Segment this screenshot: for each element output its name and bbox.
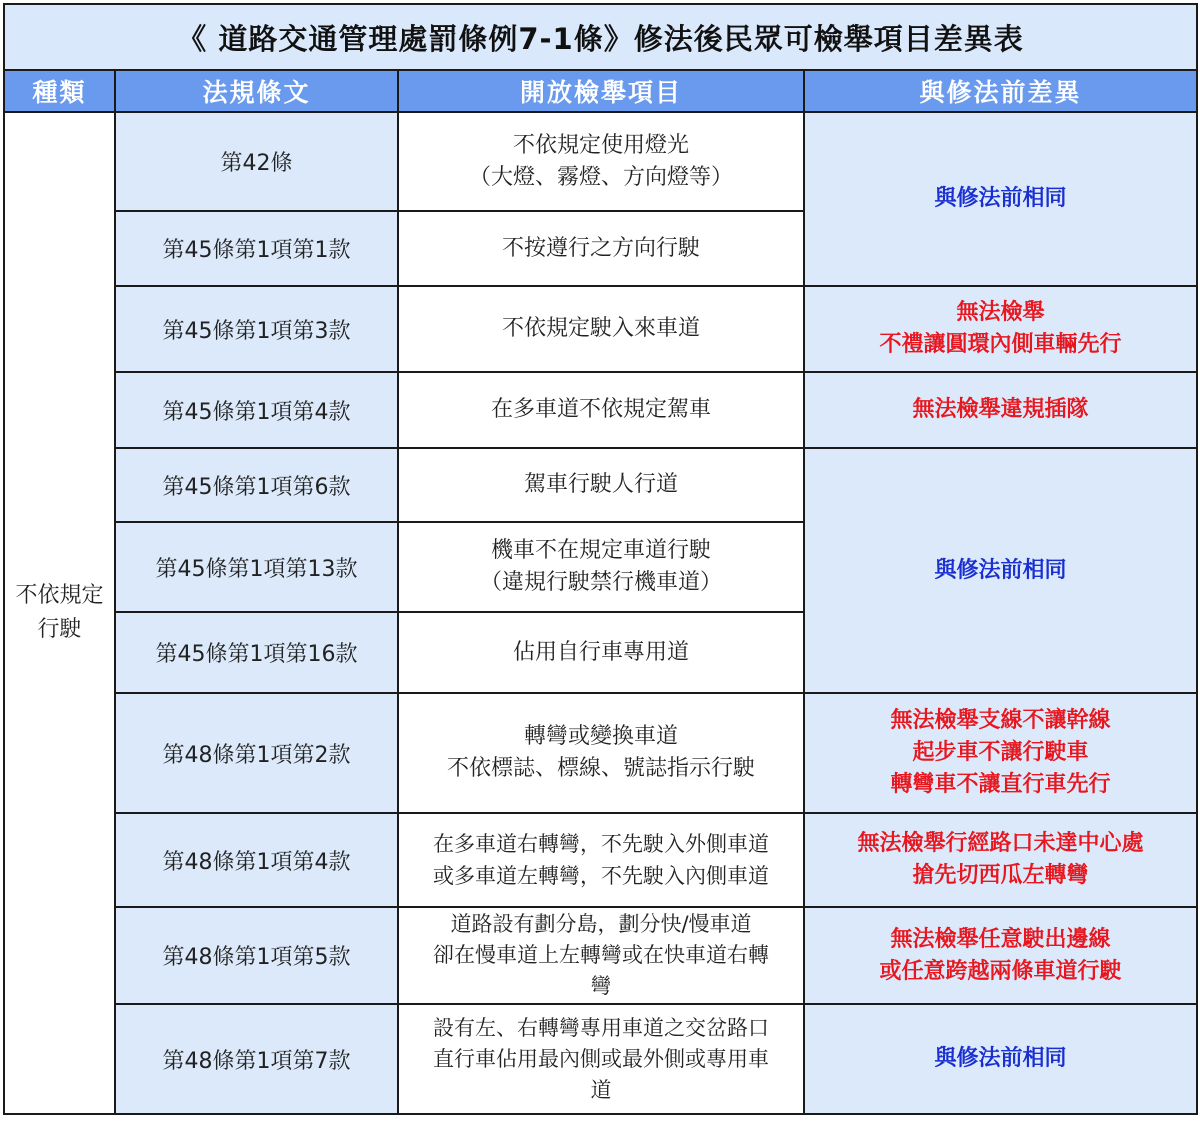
law-cell: 第45條第1項第4款 [115, 372, 398, 448]
diff-cell-changed [804, 286, 1197, 372]
comparison-table-container [3, 3, 1196, 1115]
table-row [4, 286, 1197, 372]
table-row [4, 112, 1197, 211]
law-cell: 第45條第1項第13款 [115, 522, 398, 612]
table-row [4, 907, 1197, 1004]
law-cell: 第42條 [115, 112, 398, 211]
item-cell [398, 372, 804, 448]
table-row [4, 1004, 1197, 1114]
header-item: 開放檢舉項目 [398, 70, 804, 112]
item-line: 彎 [590, 974, 612, 998]
item-line: 在多車道右轉彎，不先駛入外側車道 [433, 832, 769, 856]
diff-line: 轉彎車不讓直行車先行 [890, 772, 1111, 797]
table-row [4, 813, 1197, 907]
diff-cell-same [804, 112, 1197, 286]
item-cell [398, 112, 804, 211]
diff-line: 與修法前相同 [934, 186, 1067, 211]
header-row [4, 70, 1197, 112]
item-line: 卻在慢車道上左轉彎或在快車道右轉 [433, 943, 769, 967]
diff-cell-changed [804, 693, 1197, 813]
header-diff: 與修法前差異 [804, 70, 1197, 112]
item-line: 或多車道左轉彎，不先駛入內側車道 [433, 864, 769, 888]
comparison-table [3, 3, 1198, 1115]
item-line: 駕車行駛人行道 [523, 472, 678, 497]
item-cell [398, 522, 804, 612]
item-cell [398, 211, 804, 286]
item-cell [398, 1004, 804, 1114]
item-cell [398, 612, 804, 693]
diff-line: 無法檢舉 [956, 300, 1045, 325]
item-line: 道路設有劃分島，劃分快/慢車道 [450, 912, 752, 936]
diff-cell-changed [804, 372, 1197, 448]
item-line: 不按遵行之方向行駛 [501, 235, 700, 261]
item-line: 設有左、右轉彎專用車道之交岔路口 [433, 1015, 769, 1040]
law-cell: 第48條第1項第7款 [115, 1004, 398, 1114]
header-category: 種類 [4, 70, 115, 112]
category-line: 不依規定 [15, 583, 104, 608]
table-row [4, 448, 1197, 522]
diff-line: 不禮讓圓環內側車輛先行 [879, 332, 1122, 357]
law-cell: 第45條第1項第6款 [115, 448, 398, 522]
item-line: 機車不在規定車道行駛 [490, 538, 711, 563]
item-line: 佔用自行車專用道 [512, 639, 689, 665]
header-law: 法規條文 [115, 70, 398, 112]
diff-cell-same [804, 1004, 1197, 1114]
item-cell [398, 448, 804, 522]
diff-line: 搶先切西瓜左轉彎 [912, 863, 1089, 888]
item-cell [398, 813, 804, 907]
item-line: （大燈、霧燈、方向燈等） [468, 164, 733, 190]
diff-line: 起步車不讓行駛車 [912, 740, 1089, 765]
table-row [4, 693, 1197, 813]
item-line: 不依標誌、標線、號誌指示行駛 [446, 756, 755, 781]
law-cell: 第48條第1項第5款 [115, 907, 398, 1004]
table-title: 《 道路交通管理處罰條例7-1條》修法後民眾可檢舉項目差異表 [4, 4, 1197, 70]
diff-cell-changed [804, 813, 1197, 907]
diff-line: 無法檢舉行經路口未達中心處 [857, 831, 1144, 856]
item-line: 直行車佔用最內側或最外側或專用車 [433, 1046, 769, 1071]
item-cell [398, 907, 804, 1004]
law-cell: 第48條第1項第4款 [115, 813, 398, 907]
item-line: （違規行駛禁行機車道） [479, 570, 722, 595]
category-cell [4, 112, 115, 1114]
law-cell: 第45條第1項第16款 [115, 612, 398, 693]
diff-line: 無法檢舉支線不讓幹線 [890, 708, 1111, 733]
diff-line: 與修法前相同 [934, 557, 1067, 583]
item-cell [398, 286, 804, 372]
diff-line: 無法檢舉違規插隊 [912, 397, 1089, 422]
item-line: 轉彎或變換車道 [523, 724, 678, 749]
diff-cell-changed [804, 907, 1197, 1004]
table-row [4, 372, 1197, 448]
diff-line: 無法檢舉任意駛出邊線 [890, 926, 1111, 952]
diff-line: 與修法前相同 [934, 1046, 1067, 1071]
law-cell: 第45條第1項第3款 [115, 286, 398, 372]
item-line: 道 [590, 1077, 612, 1102]
diff-line: 或任意跨越兩條車道行駛 [879, 958, 1122, 984]
diff-cell-same [804, 448, 1197, 693]
item-cell [398, 693, 804, 813]
item-line: 不依規定駛入來車道 [501, 316, 700, 341]
law-cell: 第45條第1項第1款 [115, 211, 398, 286]
item-line: 在多車道不依規定駕車 [490, 397, 711, 422]
item-line: 不依規定使用燈光 [512, 132, 689, 158]
category-line: 行駛 [37, 617, 82, 642]
law-cell: 第48條第1項第2款 [115, 693, 398, 813]
